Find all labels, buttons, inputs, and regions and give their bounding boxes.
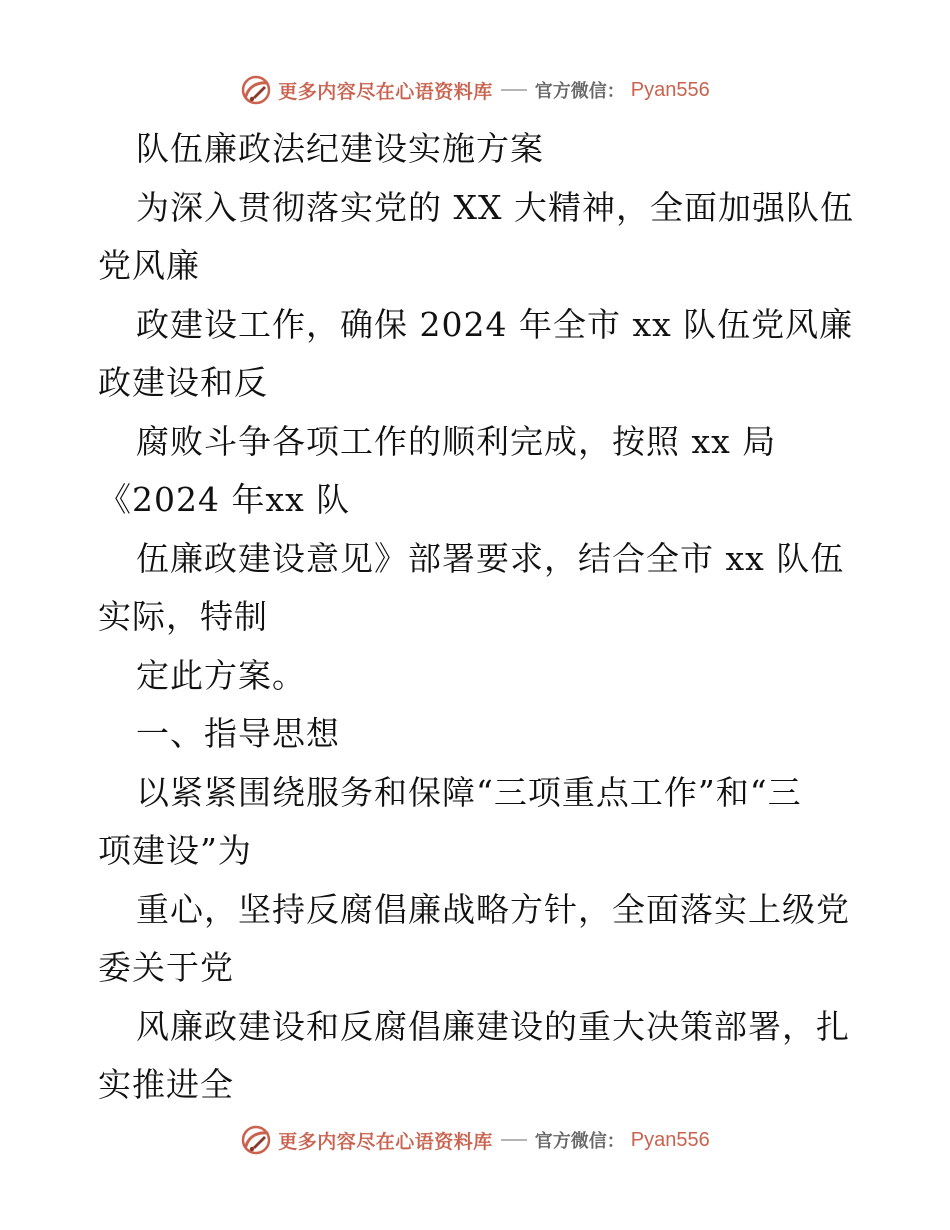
paragraph-line: 伍廉政建设意见》部署要求，结合全市 xx 队伍 [136,538,845,578]
paragraph-line: 重心，坚持反腐倡廉战略方针，全面落实上级党 [136,889,850,929]
banner-wechat-id: Pyan556 [630,1128,710,1151]
pen-nib-logo-icon [240,1124,272,1156]
pen-nib-logo-icon [240,74,272,106]
footer-banner-inner [240,1124,709,1156]
document-body [98,120,858,1115]
paragraph-line: 实际，特制 [98,597,268,636]
paragraph-line: 《2024 年xx 队 [98,480,351,519]
footer-banner [0,1120,950,1160]
banner-wechat-label: 官方微信： [534,81,625,102]
paragraph-line: 政建设和反 [98,363,268,402]
banner-separator [501,1139,527,1141]
section-heading: 一、指导思想 [136,714,340,753]
banner-wechat-label: 官方微信： [534,1131,625,1152]
paragraph-line: 为深入贯彻落实党的 XX 大精神，全面加强队伍 [136,187,854,227]
paragraph-line: 党风廉 [98,246,200,285]
paragraph-line: 项建设”为 [98,831,252,870]
paragraph-line: 定此方案。 [136,655,306,695]
document-title: 队伍廉政法纪建设实施方案 [136,129,544,168]
paragraph-line: 委关于党 [98,948,234,987]
paragraph-line: 腐败斗争各项工作的顺利完成，按照 xx 局 [136,421,777,461]
header-banner [0,70,950,110]
header-banner-inner [240,74,709,106]
banner-wechat-id: Pyan556 [630,78,710,101]
paragraph-line: 政建设工作，确保 2024 年全市 xx 队伍党风廉 [136,304,854,344]
banner-site-text: 更多内容尽在心语资料库 [278,80,493,103]
banner-site-text: 更多内容尽在心语资料库 [278,1130,493,1153]
paragraph-line: 实推进全 [98,1065,234,1104]
banner-separator [501,89,527,91]
paragraph-line: 以紧紧围绕服务和保障“三项重点工作”和“三 [136,772,802,812]
paragraph-line: 风廉政建设和反腐倡廉建设的重大决策部署，扎 [136,1006,850,1046]
